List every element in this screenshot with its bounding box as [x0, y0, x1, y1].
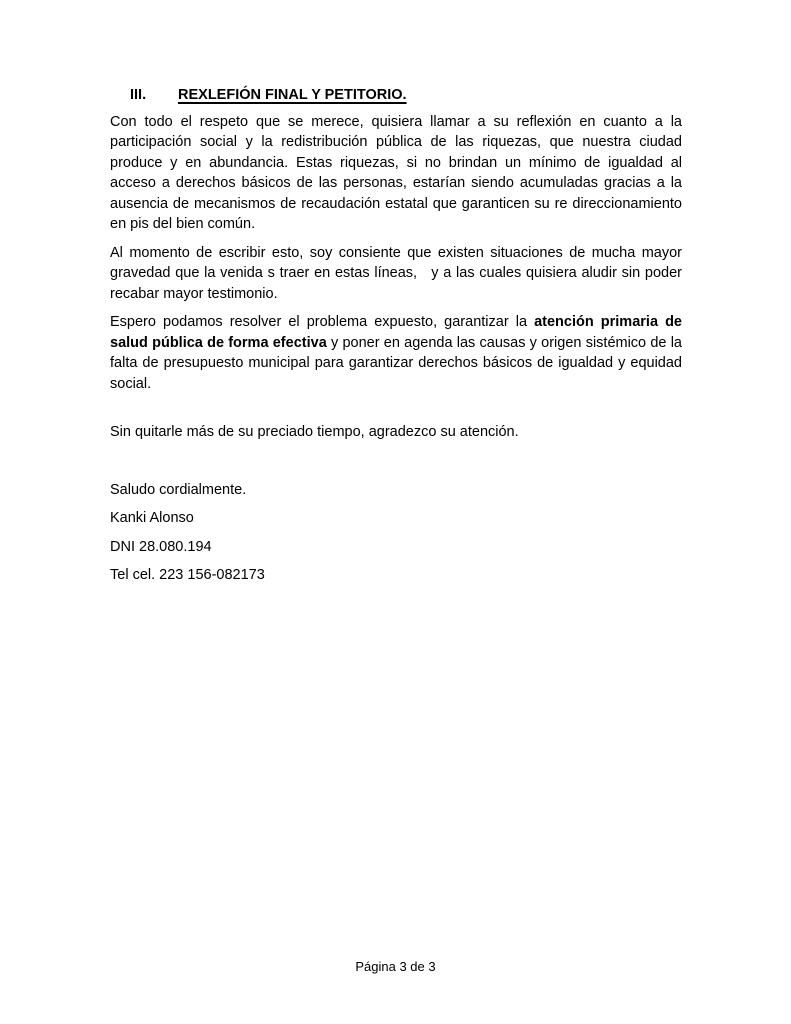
- paragraph-3-text-after: y poner en agenda las causas y origen sistémico de la falta de presupuesto municipal para garantizar derechos básicos de igualdad y equidad social.: [110, 334, 687, 392]
- paragraph-3-bold-emphasis: atención primaria de salud pública de forma efectiva: [110, 314, 687, 351]
- body-paragraph-2: Al momento de escribir esto, soy consiente que existen situaciones de mucha mayor gravedad que la venida s traer en estas líneas, y a las cuales quisiera aludir sin poder recabar mayor testimonio.: [110, 244, 687, 302]
- signature-name: Kanki Alonso: [110, 510, 194, 526]
- section-title: REXLEFIÓN FINAL Y PETITORIO.: [178, 87, 407, 103]
- signature-phone: Tel cel. 223 156-082173: [110, 567, 265, 583]
- page-footer: [0, 957, 791, 977]
- farewell-line: Sin quitarle más de su preciado tiempo, agradezco su atención.: [110, 424, 519, 440]
- signature-dni: DNI 28.080.194: [110, 538, 212, 555]
- letter-content: [110, 85, 687, 594]
- section-number: III.: [130, 87, 147, 103]
- body-paragraph-1: Con todo el respeto que se merece, quisiera llamar a su reflexión en cuanto a la participación social y la redistribución pública de las riquezas, que nuestra ciudad produce y en abundancia. Estas riquezas, si no brindan un mínimo de igualdad al acceso a derechos básicos de las personas, estarían siendo acumuladas gracias a la ausencia de mecanismos de recaudación estatal que garanticen su re direccionamiento en pis del bien común.: [110, 113, 687, 232]
- body-paragraph-3: [110, 312, 687, 394]
- page-number: Página 3 de 3: [355, 959, 436, 974]
- closing-line: Saludo cordialmente.: [110, 481, 247, 498]
- paragraph-3-text-before: Espero podamos resolver el problema expuesto, garantizar la: [110, 314, 535, 330]
- section-heading: [110, 85, 682, 106]
